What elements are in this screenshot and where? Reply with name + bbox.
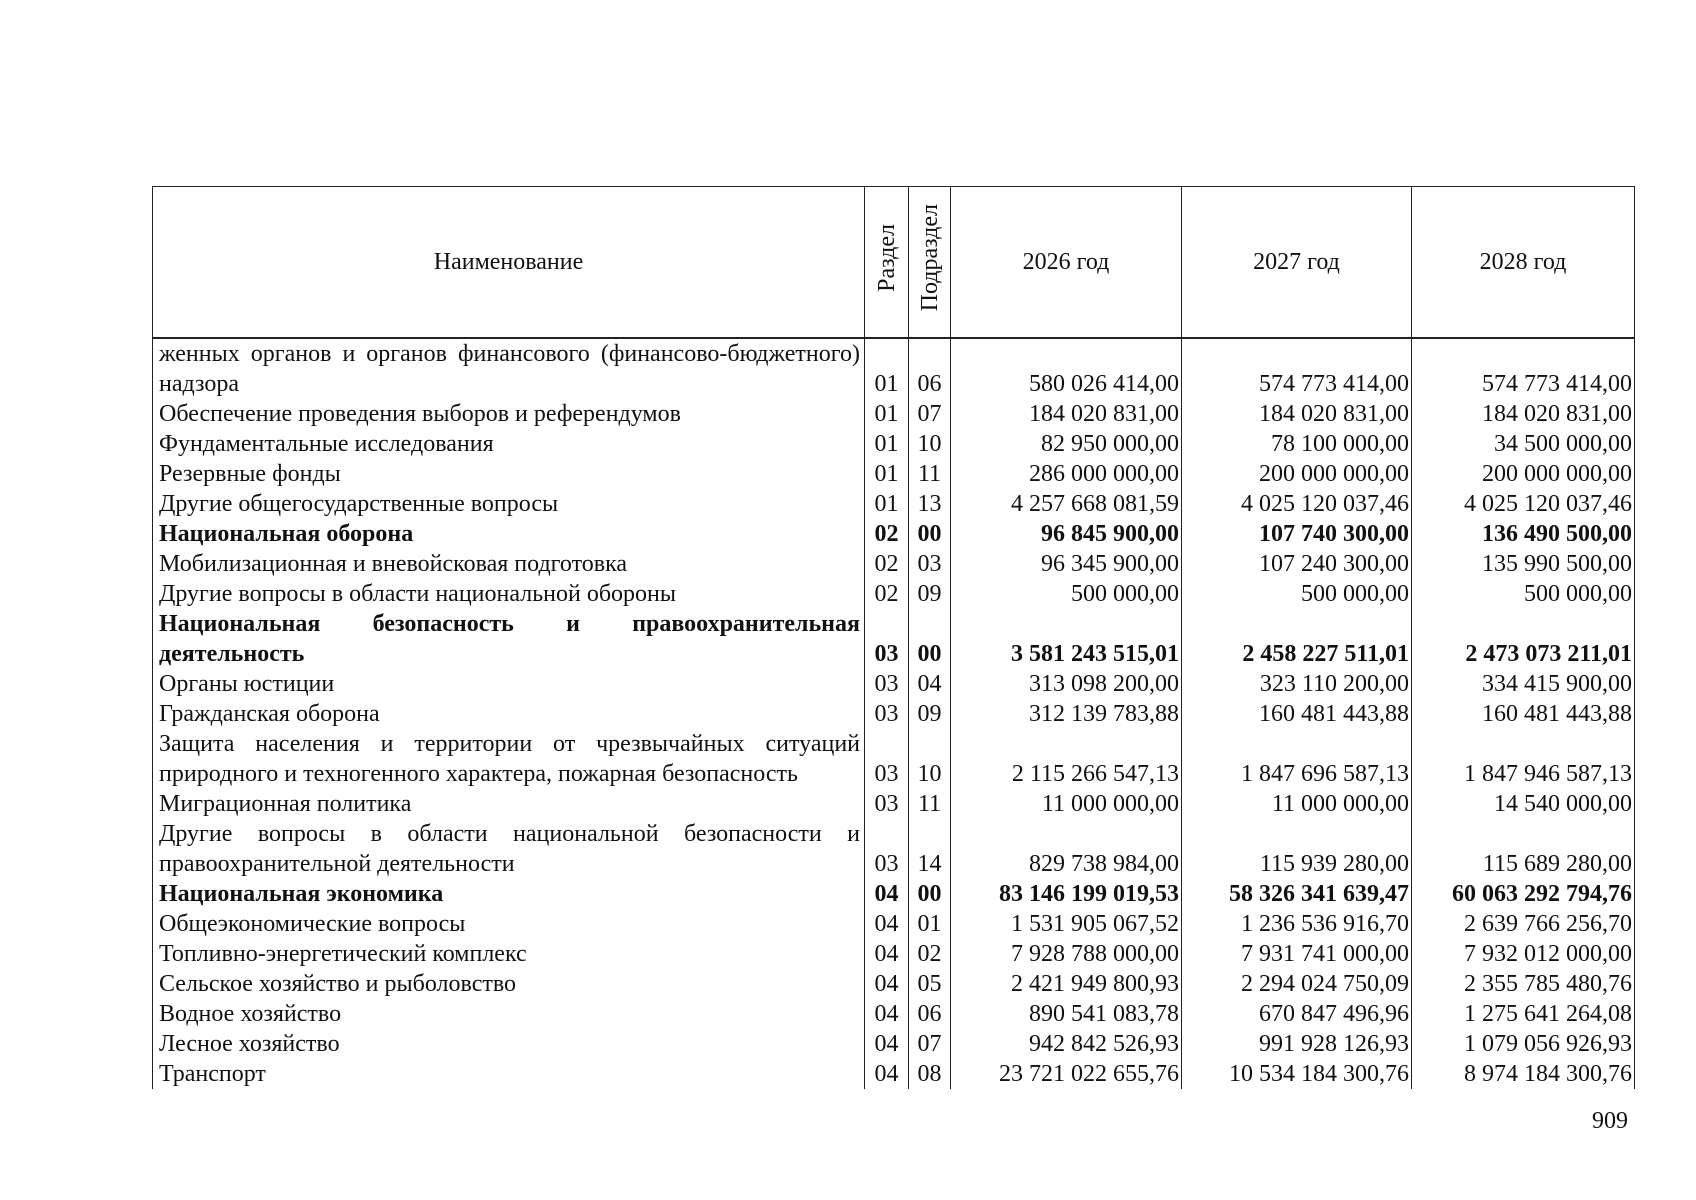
header-year-2027 <box>1182 187 1412 339</box>
row-subsection: 07 <box>909 399 951 429</box>
row-section: 01 <box>865 338 909 399</box>
header-year-2026 <box>951 187 1182 339</box>
row-value-2028: 2 473 073 211,01 <box>1412 609 1635 669</box>
table-row <box>153 549 1635 579</box>
row-section: 03 <box>865 819 909 879</box>
row-value-2028: 1 079 056 926,93 <box>1412 1029 1635 1059</box>
row-value-2026: 4 257 668 081,59 <box>951 489 1182 519</box>
row-value-2026: 96 845 900,00 <box>951 519 1182 549</box>
row-subsection: 00 <box>909 519 951 549</box>
row-section: 01 <box>865 429 909 459</box>
table-row <box>153 519 1635 549</box>
row-value-2028: 7 932 012 000,00 <box>1412 939 1635 969</box>
row-value-2027: 500 000,00 <box>1182 579 1412 609</box>
row-name: женных органов и органов финансового (финансово-бюджетного) надзора <box>153 338 865 399</box>
row-name: Гражданская оборона <box>153 699 865 729</box>
row-value-2026: 2 115 266 547,13 <box>951 729 1182 789</box>
row-value-2028: 1 847 946 587,13 <box>1412 729 1635 789</box>
table-row <box>153 909 1635 939</box>
row-value-2026: 96 345 900,00 <box>951 549 1182 579</box>
row-subsection: 14 <box>909 819 951 879</box>
budget-table <box>152 186 1635 1089</box>
row-value-2028: 500 000,00 <box>1412 579 1635 609</box>
row-section: 03 <box>865 789 909 819</box>
row-value-2026: 580 026 414,00 <box>951 338 1182 399</box>
row-name: Миграционная политика <box>153 789 865 819</box>
header-name-label: Наименование <box>433 249 584 275</box>
row-section: 04 <box>865 999 909 1029</box>
row-value-2028: 2 639 766 256,70 <box>1412 909 1635 939</box>
row-value-2027: 58 326 341 639,47 <box>1182 879 1412 909</box>
table-row <box>153 699 1635 729</box>
row-section: 01 <box>865 489 909 519</box>
row-value-2028: 60 063 292 794,76 <box>1412 879 1635 909</box>
table-row <box>153 609 1635 669</box>
row-subsection: 07 <box>909 1029 951 1059</box>
row-value-2028: 14 540 000,00 <box>1412 789 1635 819</box>
row-value-2026: 7 928 788 000,00 <box>951 939 1182 969</box>
row-name: Другие вопросы в области национальной безопасности и правоохранительной деятельности <box>153 819 865 879</box>
row-name: Лесное хозяйство <box>153 1029 865 1059</box>
row-section: 04 <box>865 909 909 939</box>
row-value-2028: 160 481 443,88 <box>1412 699 1635 729</box>
header-section-label: Раздел <box>873 224 900 292</box>
header-name <box>153 187 865 339</box>
row-value-2026: 1 531 905 067,52 <box>951 909 1182 939</box>
row-subsection: 00 <box>909 879 951 909</box>
table-row <box>153 999 1635 1029</box>
row-name: Другие вопросы в области национальной обороны <box>153 579 865 609</box>
header-subsection-label: Подраздел <box>916 204 943 312</box>
row-section: 01 <box>865 399 909 429</box>
header-subsection <box>909 187 951 339</box>
row-value-2027: 2 294 024 750,09 <box>1182 969 1412 999</box>
table-row <box>153 729 1635 789</box>
table-row <box>153 338 1635 399</box>
row-section: 04 <box>865 969 909 999</box>
row-value-2026: 184 020 831,00 <box>951 399 1182 429</box>
table-row <box>153 429 1635 459</box>
table-row <box>153 669 1635 699</box>
row-section: 02 <box>865 549 909 579</box>
row-subsection: 13 <box>909 489 951 519</box>
row-name: Резервные фонды <box>153 459 865 489</box>
row-value-2027: 991 928 126,93 <box>1182 1029 1412 1059</box>
row-value-2026: 23 721 022 655,76 <box>951 1059 1182 1089</box>
row-value-2026: 286 000 000,00 <box>951 459 1182 489</box>
row-name: Общеэкономические вопросы <box>153 909 865 939</box>
table-row <box>153 969 1635 999</box>
row-section: 01 <box>865 459 909 489</box>
row-value-2026: 500 000,00 <box>951 579 1182 609</box>
row-value-2028: 8 974 184 300,76 <box>1412 1059 1635 1089</box>
table-row <box>153 399 1635 429</box>
row-value-2028: 200 000 000,00 <box>1412 459 1635 489</box>
row-value-2027: 1 847 696 587,13 <box>1182 729 1412 789</box>
row-name: Обеспечение проведения выборов и референдумов <box>153 399 865 429</box>
header-year-2027-label: 2027 год <box>1253 249 1340 275</box>
table-row <box>153 939 1635 969</box>
row-value-2027: 11 000 000,00 <box>1182 789 1412 819</box>
row-value-2028: 115 689 280,00 <box>1412 819 1635 879</box>
row-value-2028: 136 490 500,00 <box>1412 519 1635 549</box>
row-subsection: 01 <box>909 909 951 939</box>
table-header-row <box>153 187 1635 339</box>
row-name: Национальная безопасность и правоохранительная деятельность <box>153 609 865 669</box>
row-subsection: 10 <box>909 429 951 459</box>
row-value-2026: 829 738 984,00 <box>951 819 1182 879</box>
header-year-2028-label: 2028 год <box>1479 249 1567 275</box>
row-subsection: 11 <box>909 459 951 489</box>
row-value-2027: 10 534 184 300,76 <box>1182 1059 1412 1089</box>
row-value-2027: 323 110 200,00 <box>1182 669 1412 699</box>
row-subsection: 06 <box>909 338 951 399</box>
row-name: Водное хозяйство <box>153 999 865 1029</box>
row-value-2027: 4 025 120 037,46 <box>1182 489 1412 519</box>
row-value-2028: 1 275 641 264,08 <box>1412 999 1635 1029</box>
row-subsection: 00 <box>909 609 951 669</box>
header-section <box>865 187 909 339</box>
row-name: Другие общегосударственные вопросы <box>153 489 865 519</box>
row-value-2027: 2 458 227 511,01 <box>1182 609 1412 669</box>
row-value-2027: 107 740 300,00 <box>1182 519 1412 549</box>
row-subsection: 10 <box>909 729 951 789</box>
row-value-2027: 115 939 280,00 <box>1182 819 1412 879</box>
row-value-2027: 670 847 496,96 <box>1182 999 1412 1029</box>
row-value-2028: 135 990 500,00 <box>1412 549 1635 579</box>
row-section: 04 <box>865 1029 909 1059</box>
row-section: 02 <box>865 519 909 549</box>
row-value-2026: 313 098 200,00 <box>951 669 1182 699</box>
row-value-2028: 4 025 120 037,46 <box>1412 489 1635 519</box>
table-row <box>153 789 1635 819</box>
row-subsection: 08 <box>909 1059 951 1089</box>
table-body <box>153 338 1635 1089</box>
row-section: 04 <box>865 1059 909 1089</box>
row-value-2027: 107 240 300,00 <box>1182 549 1412 579</box>
row-name: Национальная экономика <box>153 879 865 909</box>
row-section: 04 <box>865 939 909 969</box>
row-value-2026: 312 139 783,88 <box>951 699 1182 729</box>
table-row <box>153 819 1635 879</box>
table-row <box>153 459 1635 489</box>
row-section: 03 <box>865 699 909 729</box>
row-value-2028: 574 773 414,00 <box>1412 338 1635 399</box>
row-subsection: 11 <box>909 789 951 819</box>
page-number: 909 <box>1592 1108 1628 1134</box>
row-subsection: 09 <box>909 579 951 609</box>
row-subsection: 05 <box>909 969 951 999</box>
row-value-2027: 200 000 000,00 <box>1182 459 1412 489</box>
row-subsection: 09 <box>909 699 951 729</box>
row-name: Фундаментальные исследования <box>153 429 865 459</box>
row-name: Сельское хозяйство и рыболовство <box>153 969 865 999</box>
table-row <box>153 579 1635 609</box>
row-value-2028: 184 020 831,00 <box>1412 399 1635 429</box>
row-name: Защита населения и территории от чрезвычайных ситуаций природного и техногенного характера, пожарная безопасность <box>153 729 865 789</box>
row-value-2027: 78 100 000,00 <box>1182 429 1412 459</box>
header-year-2028 <box>1412 187 1635 339</box>
row-value-2026: 83 146 199 019,53 <box>951 879 1182 909</box>
row-subsection: 03 <box>909 549 951 579</box>
row-subsection: 04 <box>909 669 951 699</box>
row-value-2028: 2 355 785 480,76 <box>1412 969 1635 999</box>
row-section: 03 <box>865 669 909 699</box>
row-subsection: 06 <box>909 999 951 1029</box>
row-value-2026: 11 000 000,00 <box>951 789 1182 819</box>
row-value-2026: 890 541 083,78 <box>951 999 1182 1029</box>
header-year-2026-label: 2026 год <box>1022 249 1110 275</box>
row-section: 03 <box>865 609 909 669</box>
row-value-2027: 574 773 414,00 <box>1182 338 1412 399</box>
table-row <box>153 1059 1635 1089</box>
row-name: Мобилизационная и вневойсковая подготовка <box>153 549 865 579</box>
row-value-2027: 160 481 443,88 <box>1182 699 1412 729</box>
row-name: Топливно-энергетический комплекс <box>153 939 865 969</box>
row-value-2026: 2 421 949 800,93 <box>951 969 1182 999</box>
row-name: Органы юстиции <box>153 669 865 699</box>
row-value-2028: 334 415 900,00 <box>1412 669 1635 699</box>
row-value-2027: 7 931 741 000,00 <box>1182 939 1412 969</box>
table-row <box>153 879 1635 909</box>
row-section: 02 <box>865 579 909 609</box>
table-row <box>153 489 1635 519</box>
row-name: Транспорт <box>153 1059 865 1089</box>
table-row <box>153 1029 1635 1059</box>
row-subsection: 02 <box>909 939 951 969</box>
row-value-2027: 1 236 536 916,70 <box>1182 909 1412 939</box>
row-section: 03 <box>865 729 909 789</box>
row-value-2026: 82 950 000,00 <box>951 429 1182 459</box>
row-value-2026: 3 581 243 515,01 <box>951 609 1182 669</box>
row-value-2028: 34 500 000,00 <box>1412 429 1635 459</box>
row-name: Национальная оборона <box>153 519 865 549</box>
row-value-2026: 942 842 526,93 <box>951 1029 1182 1059</box>
row-value-2027: 184 020 831,00 <box>1182 399 1412 429</box>
row-section: 04 <box>865 879 909 909</box>
